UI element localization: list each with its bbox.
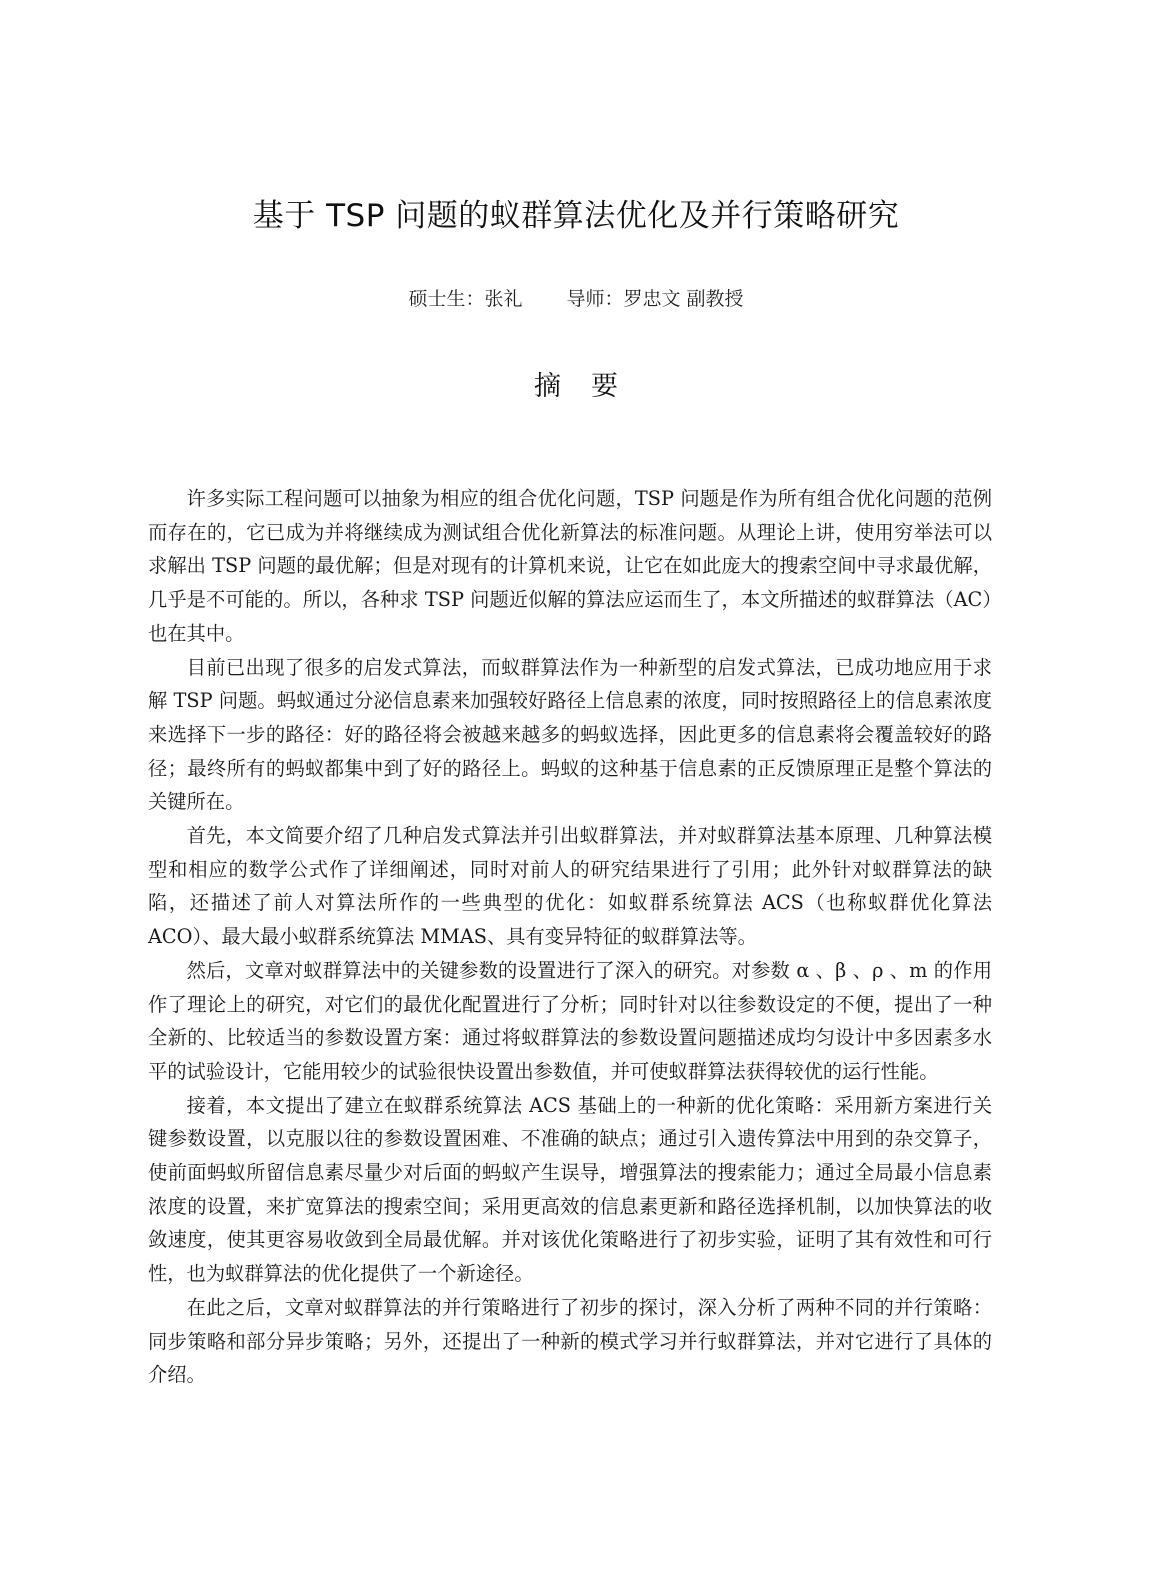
thesis-title: 基于 TSP 问题的蚁群算法优化及并行策略研究 bbox=[252, 198, 900, 234]
abstract-body bbox=[148, 482, 992, 1392]
abstract-paragraph: 然后，文章对蚁群算法中的关键参数的设置进行了深入的研究。对参数 α 、β 、ρ 、m 的作用作了理论上的研究，对它们的最优化配置进行了分析；同时针对以往参数设定的不便，提出了一种全新的、比较适当的参数设置方案：通过将蚁群算法的参数设置问题描述成均匀设计中多因素多水平的试验设计，它能用较少的试验很快设置出参数值，并可使蚁群算法获得较优的运行性能。 bbox=[148, 958, 992, 1083]
abstract-paragraph: 接着，本文提出了建立在蚁群系统算法 ACS 基础上的一种新的优化策略：采用新方案进行关键参数设置，以克服以往的参数设置困难、不准确的缺点；通过引入遗传算法中用到的杂交算子，使前面蚂蚁所留信息素尽量少对后面的蚂蚁产生误导，增强算法的搜索能力；通过全局最小信息素浓度的设置，来扩宽算法的搜索空间；采用更高效的信息素更新和路径选择机制，以加快算法的收敛速度，使其更容易收敛到全局最优解。并对该优化策略进行了初步实验，证明了其有效性和可行性，也为蚁群算法的优化提供了一个新途径。 bbox=[148, 1093, 992, 1286]
abstract-heading: 摘要 bbox=[534, 371, 648, 402]
abstract-paragraph: 首先，本文简要介绍了几种启发式算法并引出蚁群算法，并对蚁群算法基本原理、几种算法模型和相应的数学公式作了详细阐述，同时对前人的研究结果进行了引用；此外针对蚁群算法的缺陷，还描述了前人对算法所作的一些典型的优化：如蚁群系统算法 ACS（也称蚁群优化算法 ACO）、最大最小蚁群系统算法 MMAS、具有变异特征的蚁群算法等。 bbox=[148, 824, 992, 949]
student-name: 硕士生：张礼 bbox=[408, 288, 523, 310]
author-line bbox=[0, 284, 1152, 311]
advisor-name: 导师：罗忠文 副教授 bbox=[566, 288, 744, 310]
abstract-paragraph: 目前已出现了很多的启发式算法，而蚁群算法作为一种新型的启发式算法，已成功地应用于求解 TSP 问题。蚂蚁通过分泌信息素来加强较好路径上信息素的浓度，同时按照路径上的信息素浓度来选择下一步的路径：好的路径将会被越来越多的蚂蚁选择，因此更多的信息素将会覆盖较好的路径；最终所有的蚂蚁都集中到了好的路径上。蚂蚁的这种基于信息素的正反馈原理正是整个算法的关键所在。 bbox=[148, 655, 992, 814]
abstract-paragraph: 许多实际工程问题可以抽象为相应的组合优化问题，TSP 问题是作为所有组合优化问题的范例而存在的，它已成为并将继续成为测试组合优化新算法的标准问题。从理论上讲，使用穷举法可以求解出 TSP 问题的最优解；但是对现有的计算机来说，让它在如此庞大的搜索空间中寻求最优解，几乎是不可能的。所以，各种求 TSP 问题近似解的算法应运而生了，本文所描述的蚁群算法（AC）也在其中。 bbox=[148, 487, 992, 645]
abstract-paragraph: 在此之后，文章对蚁群算法的并行策略进行了初步的探讨，深入分析了两种不同的并行策略：同步策略和部分异步策略；另外，还提出了一种新的模式学习并行蚁群算法，并对它进行了具体的介绍。 bbox=[148, 1295, 992, 1387]
